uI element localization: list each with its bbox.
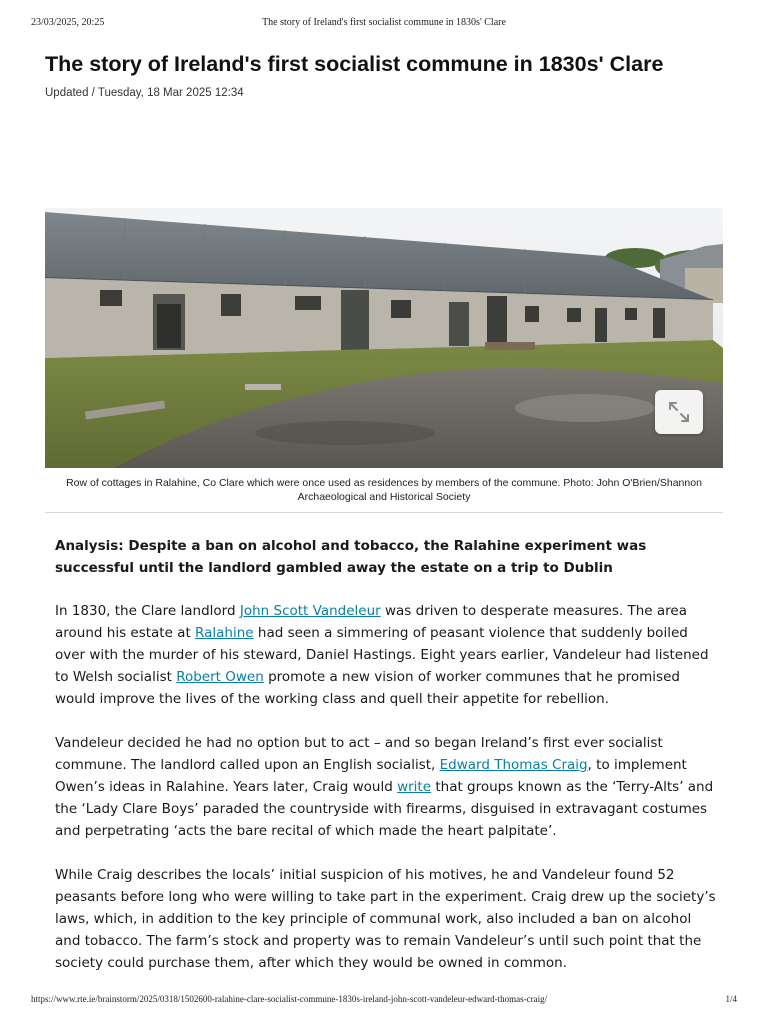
print-header: [31, 17, 737, 31]
print-footer: [31, 994, 737, 1008]
link-edward-thomas-craig[interactable]: Edward Thomas Craig: [439, 757, 588, 773]
print-page-title: The story of Ireland's first socialist commune in 1830s' Clare: [262, 17, 506, 28]
paragraph-text: Vandeleur decided he had no option but to act – and so began Ireland’s first ever socialist commune. The landlord called upon an English socialist,: [55, 735, 663, 773]
link-robert-owen[interactable]: Robert Owen: [176, 669, 264, 685]
article-paragraph-1: [55, 600, 720, 710]
link-ralahine[interactable]: Ralahine: [195, 625, 254, 641]
link-john-scott-vandeleur[interactable]: John Scott Vandeleur: [239, 603, 381, 619]
article-paragraph-3: While Craig describes the locals’ initial suspicion of his motives, he and Vandeleur found 52 peasants before long who were willing to take part in the experiment. Craig drew up the society’s laws, which, in addition to the key principle of communal work, also included a ban on alcohol and tobacco. The farm’s stock and property was to remain Vandeleur’s until such point that the society could purchase them, after which they would be owned in common.: [55, 867, 716, 971]
paragraph-text: , to implement Owen’s ideas in Ralahine. Years later, Craig would: [55, 757, 687, 795]
cottages-photo: [45, 208, 723, 468]
paragraph-text: was driven to desperate measures. The area around his estate at: [55, 603, 687, 641]
updated-timestamp: Updated / Tuesday, 18 Mar 2025 12:34: [45, 87, 244, 99]
page-number: 1/4: [725, 994, 737, 1004]
article-paragraph-2: [55, 732, 720, 842]
expand-image-button[interactable]: [655, 390, 703, 434]
article-body: [55, 535, 720, 996]
print-url: https://www.rte.ie/brainstorm/2025/0318/1502600-ralahine-clare-socialist-commune-1830s-ireland-john-scott-vandeleur-edward-thomas-craig/: [31, 994, 548, 1004]
article-hero-image: [45, 208, 723, 468]
paragraph-text: that groups known as the ‘Terry-Alts’ and the ‘Lady Clare Boys’ paraded the countryside with firearms, disguised in extravagant costumes and perpetrating ‘acts the bare recital of which made the heart palpitate’.: [55, 779, 714, 839]
paragraph-text: had seen a simmering of peasant violence that suddenly boiled over with the murder of his steward, Daniel Hastings. Eight years earlier, Vandeleur had listened to Welsh socialist: [55, 625, 709, 685]
paragraph-text: In 1830, the Clare landlord: [55, 603, 240, 619]
article-headline: The story of Ireland's first socialist commune in 1830s' Clare: [45, 52, 664, 76]
expand-icon: [666, 399, 692, 425]
caption-divider: [45, 512, 723, 513]
article-standfirst: Analysis: Despite a ban on alcohol and tobacco, the Ralahine experiment was successful until the landlord gambled away the estate on a trip to Dublin: [55, 538, 647, 576]
link-write[interactable]: write: [397, 779, 432, 795]
image-caption: Row of cottages in Ralahine, Co Clare which were once used as residences by members of the commune. Photo: John O'Brien/Shannon Archaeological and Historical Society: [66, 477, 702, 503]
paragraph-text: promote a new vision of worker communes that he promised would improve the lives of the working class and quell their appetite for rebellion.: [55, 669, 680, 707]
print-datetime: 23/03/2025, 20:25: [31, 17, 105, 28]
